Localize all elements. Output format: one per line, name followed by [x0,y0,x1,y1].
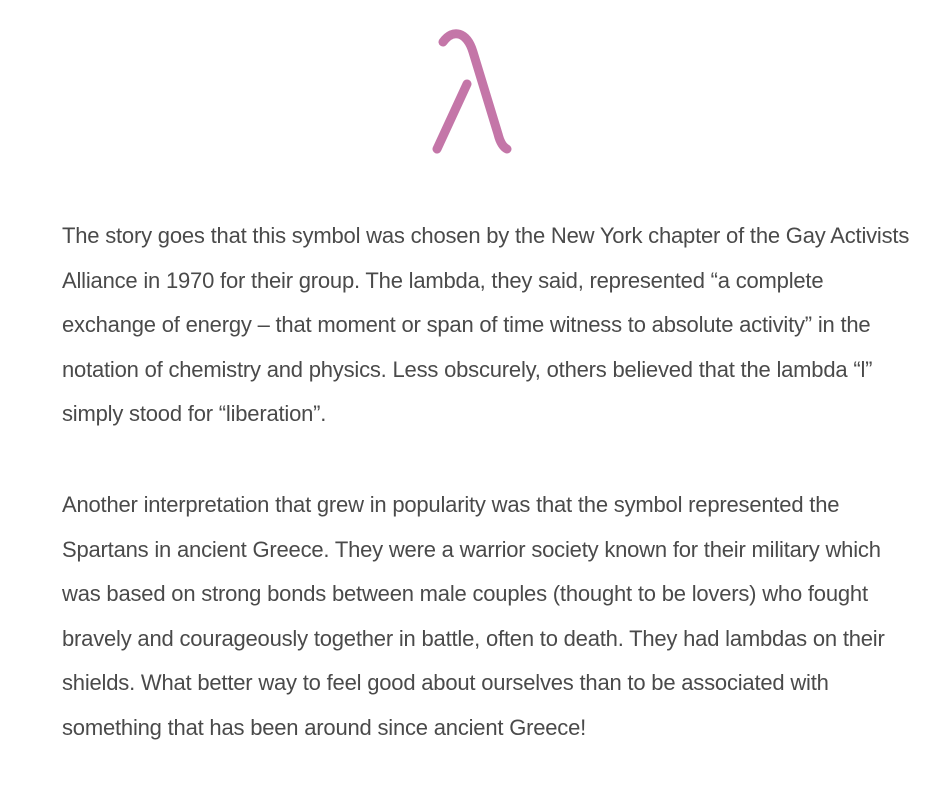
paragraph-spartans: Another interpretation that grew in popularity was that the symbol represented the Spartans in ancient Greece. They were a warrior society known for their military which was based on strong bonds between male couples (thought to be lovers) who fought bravely and courageously together in battle, often to death. They had lambdas on their shields. What better way to feel good about ourselves than to be associated with something that has been around since ancient Greece! [62,492,885,740]
paragraph-gay-activists-alliance: The story goes that this symbol was chosen by the New York chapter of the Gay Activists Alliance in 1970 for their group. The lambda, they said, represented “a complete exchange of energy – that moment or span of time witness to absolute activity” in the notation of chemistry and physics. Less obscurely, others believed that the lambda “l” simply stood for “liberation”. [62,223,910,427]
lambda-icon [419,18,519,158]
symbol-container [0,18,937,163]
